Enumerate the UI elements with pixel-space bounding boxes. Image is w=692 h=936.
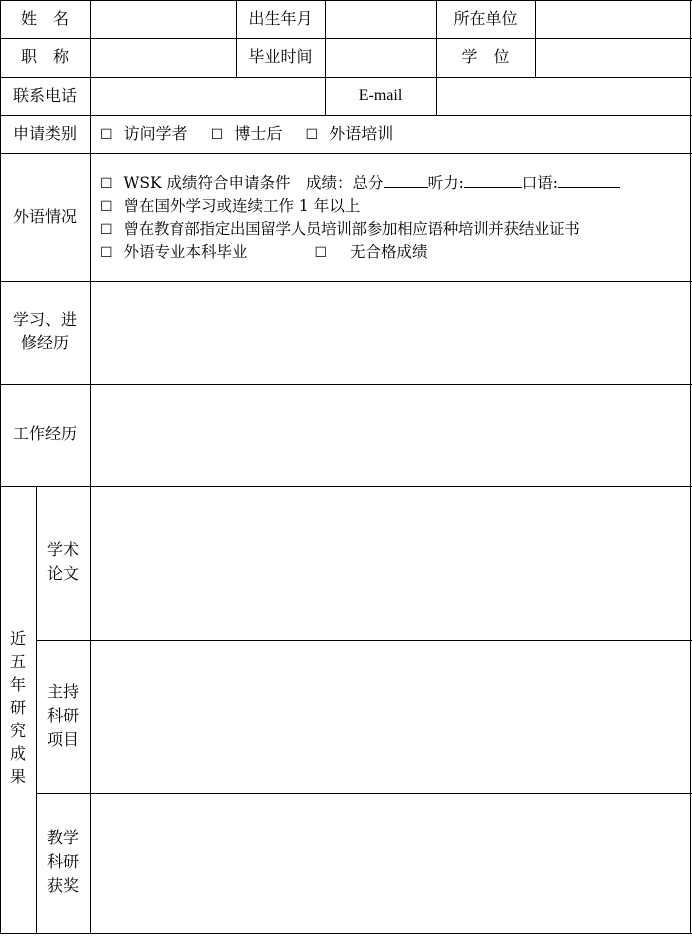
- oral-score-blank[interactable]: [558, 172, 620, 188]
- study-history-field[interactable]: [92, 283, 689, 383]
- category-label: 申请类别: [12, 124, 77, 143]
- papers-label-line2: 论文: [46, 564, 79, 583]
- name-label: 姓 名: [20, 9, 69, 28]
- grid-line: [0, 77, 692, 78]
- papers-label-line1: 学术: [46, 540, 79, 559]
- awards-label-line2: 科研: [46, 852, 79, 871]
- wsk-text: WSK 成绩符合申请条件 成绩：总分: [123, 174, 384, 192]
- research-label-char: 果: [9, 767, 26, 786]
- study-history-label-line1: 学习、进: [12, 310, 77, 329]
- grid-line: [0, 933, 692, 934]
- listening-label: 听力:: [427, 174, 464, 192]
- grid-line: [90, 0, 91, 934]
- category-options: [100, 124, 393, 145]
- awards-label-line1: 教学: [46, 828, 79, 847]
- checkbox-language-major[interactable]: ☐: [100, 245, 113, 261]
- language-abroad-line: [100, 196, 360, 217]
- option-language-training: 外语培训: [329, 124, 394, 143]
- language-major-text: 外语专业本科毕业: [123, 243, 248, 261]
- checkbox-abroad[interactable]: ☐: [100, 199, 113, 215]
- work-history-field[interactable]: [92, 386, 689, 485]
- grid-line: [0, 115, 692, 116]
- grid-line: [690, 0, 691, 934]
- grid-line: [36, 640, 692, 641]
- title-field[interactable]: [92, 40, 235, 76]
- research-label-char: 年: [9, 675, 26, 694]
- checkbox-language-training[interactable]: ☐: [305, 127, 319, 143]
- research-label-char: 五: [9, 652, 26, 671]
- grid-line: [0, 281, 692, 282]
- awards-label-line3: 获奖: [46, 876, 79, 895]
- projects-label-line1: 主持: [46, 682, 79, 701]
- projects-field[interactable]: [92, 642, 689, 792]
- grid-line: [535, 0, 536, 77]
- research-label-char: 研: [9, 698, 26, 717]
- grid-line: [0, 38, 692, 39]
- oral-label: 口语:: [521, 174, 559, 192]
- option-postdoc: 博士后: [234, 124, 283, 143]
- grid-line: [0, 486, 692, 487]
- email-field[interactable]: [438, 79, 689, 114]
- checkbox-wsk[interactable]: ☐: [100, 176, 113, 192]
- email-label: E-mail: [358, 87, 403, 104]
- phone-field[interactable]: [92, 79, 324, 114]
- grid-line: [0, 153, 692, 154]
- no-score-text: 无合格成绩: [349, 243, 428, 261]
- degree-label: 学 位: [461, 47, 510, 66]
- awards-field[interactable]: [92, 795, 689, 932]
- language-label: 外语情况: [12, 207, 77, 226]
- language-wsk-line: [100, 172, 620, 194]
- language-training-line: [100, 219, 580, 240]
- birth-date-label: 出生年月: [248, 9, 313, 28]
- work-unit-label: 所在单位: [453, 9, 518, 28]
- research-label-char: 成: [9, 744, 26, 763]
- checkbox-postdoc[interactable]: ☐: [210, 127, 224, 143]
- language-major-line: [100, 242, 427, 263]
- papers-field[interactable]: [92, 488, 689, 639]
- checkbox-visiting-scholar[interactable]: ☐: [100, 127, 113, 143]
- grid-line: [0, 384, 692, 385]
- projects-label-line3: 项目: [46, 730, 79, 749]
- projects-label-line2: 科研: [46, 706, 79, 725]
- research-label-char: 近: [9, 629, 26, 648]
- title-label: 职 称: [20, 47, 69, 66]
- option-visiting-scholar: 访问学者: [123, 124, 188, 143]
- grid-line: [0, 0, 692, 1]
- work-history-label: 工作经历: [12, 424, 77, 443]
- work-unit-field[interactable]: [537, 2, 689, 37]
- graduation-time-label: 毕业时间: [248, 47, 313, 66]
- abroad-text: 曾在国外学习或连续工作 1 年以上: [123, 197, 361, 215]
- birth-date-field[interactable]: [327, 2, 435, 37]
- graduation-time-field[interactable]: [327, 40, 435, 76]
- grid-line: [36, 793, 692, 794]
- phone-label: 联系电话: [12, 86, 77, 105]
- research-label-char: 究: [9, 721, 26, 740]
- name-field[interactable]: [92, 2, 235, 37]
- checkbox-training[interactable]: ☐: [100, 222, 113, 238]
- study-history-label-line2: 修经历: [20, 333, 69, 352]
- checkbox-no-score[interactable]: ☐: [314, 245, 328, 261]
- listening-score-blank[interactable]: [464, 172, 522, 188]
- degree-field[interactable]: [537, 40, 689, 76]
- training-text: 曾在教育部指定出国留学人员培训部参加相应语种培训并获结业证书: [123, 220, 580, 238]
- total-score-blank[interactable]: [384, 172, 428, 188]
